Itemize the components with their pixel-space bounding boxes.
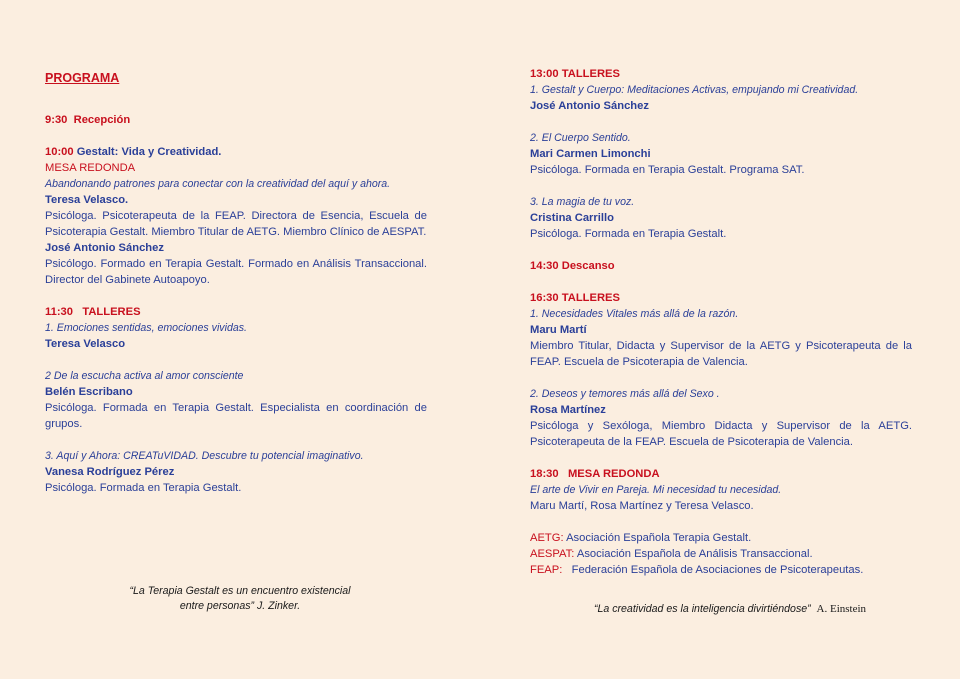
- workshop-title: 1. Emociones sentidas, emociones vividas.: [45, 322, 247, 334]
- left-column: [45, 66, 427, 496]
- speaker-name: Teresa Velasco: [45, 338, 126, 350]
- zinker-quote: “La Terapia Gestalt es un encuentro existencial entre personas” J. Zinker.: [129, 585, 351, 612]
- speaker-bio: Psicóloga. Psicoterapeuta de la FEAP. Directora de Esencia, Escuela de Psicoterapia Gestalt. Miembro Titular de AETG. Miembro Clínico de AESPAT.: [45, 210, 427, 238]
- speaker-bio: Psicóloga. Formada en Terapia Gestalt.: [45, 482, 242, 494]
- speaker-bio: Psicóloga y Sexóloga, Miembro Didacta y Supervisor de la AETG. Psicoterapeuta de la FEAP. Escuela de Psicoterapia de Valencia.: [530, 420, 912, 448]
- speaker-name: José Antonio Sánchez: [530, 100, 649, 112]
- session-3: 13:00 TALLERES 1. Gestalt y Cuerpo: Meditaciones Activas, empujando mi Creatividad. José Antonio Sánchez 2. El Cuerpo Sentido. Mari Carmen Limonchi Psicóloga. Formada en Terapia Gestalt. Programa SAT. 3. La magia de tu voz. Cristina Carrillo Psicóloga. Formada en Terapia Gestalt.: [530, 66, 912, 242]
- speaker-name: Maru Martí: [530, 324, 587, 336]
- session-subtitle: El arte de Vivir en Pareja. Mi necesidad tu necesidad.: [530, 484, 782, 496]
- einstein-quote: “La creatividad es la inteligencia divirtiéndose” A. Einstein: [593, 603, 867, 615]
- glossary-feap: FEAP: Federación Española de Asociaciones de Psicoterapeutas.: [530, 564, 864, 576]
- speaker-bio: Miembro Titular, Didacta y Supervisor de la AETG y Psicoterapeuta de la FEAP. Escuela de Psicoterapia de Valencia.: [530, 340, 912, 368]
- speaker-name: Rosa Martínez: [530, 404, 606, 416]
- workshop-title: 1. Necesidades Vitales más allá de la razón.: [530, 308, 739, 320]
- session-type: MESA REDONDA: [45, 162, 136, 174]
- glossary-aespat: AESPAT: Asociación Española de Análisis Transaccional.: [530, 548, 813, 560]
- speaker-bio: Psicóloga. Formada en Terapia Gestalt.: [530, 228, 727, 240]
- session-2: 11:30 TALLERES 1. Emociones sentidas, emociones vividas. Teresa Velasco 2 De la escucha activa al amor consciente Belén Escribano Psicóloga. Formada en Terapia Gestalt. Especialista en coordinación de grupos. 3. Aquí y Ahora: CREATuVIDAD. Descubre tu potencial imaginativo. Vanesa Rodríguez Pérez Psicóloga. Formada en Terapia Gestalt.: [45, 306, 427, 494]
- workshop-title: 3. Aquí y Ahora: CREATuVIDAD. Descubre tu potencial imaginativo.: [45, 450, 364, 462]
- speaker-name: Teresa Velasco.: [45, 194, 129, 206]
- session-1: 10:00 Gestalt: Vida y Creatividad. MESA REDONDA Abandonando patrones para conectar con la creatividad del aquí y ahora. Teresa Velasco. Psicóloga. Psicoterapeuta de la FEAP. Directora de Esencia, Escuela de Psicoterapia Gestalt. Miembro Titular de AETG. Miembro Clínico de AESPAT. José Antonio Sánchez Psicólogo. Formado en Terapia Gestalt. Formado en Análisis Transaccional. Director del Gabinete Autoapoyo.: [45, 146, 427, 286]
- workshop-title: 2 De la escucha activa al amor consciente: [45, 370, 244, 382]
- speaker-name: Vanesa Rodríguez Pérez: [45, 466, 175, 478]
- session-subtitle: Abandonando patrones para conectar con la creatividad del aquí y ahora.: [45, 178, 391, 190]
- speaker-name: Cristina Carrillo: [530, 212, 614, 224]
- session-5: 18:30 MESA REDONDA El arte de Vivir en Pareja. Mi necesidad tu necesidad. Maru Martí, Rosa Martínez y Teresa Velasco.: [530, 466, 912, 514]
- speaker-bio: Psicóloga. Formada en Terapia Gestalt. Programa SAT.: [530, 164, 805, 176]
- speaker-name: José Antonio Sánchez: [45, 242, 164, 254]
- reception-row: 9:30 Recepción: [45, 114, 131, 126]
- speaker-bio: Psicólogo. Formado en Terapia Gestalt. Formado en Análisis Transaccional. Director del Gabinete Autoapoyo.: [45, 258, 427, 286]
- glossary-aetg: AETG: Asociación Española Terapia Gestalt.: [530, 532, 752, 544]
- speaker-name: Belén Escribano: [45, 386, 133, 398]
- program-title: PROGRAMA: [45, 71, 120, 85]
- workshop-title: 1. Gestalt y Cuerpo: Meditaciones Activas, empujando mi Creatividad.: [530, 84, 859, 96]
- break-row: 14:30 Descanso: [530, 260, 615, 272]
- speaker-name: Mari Carmen Limonchi: [530, 148, 651, 160]
- workshop-title: 2. Deseos y temores más allá del Sexo .: [530, 388, 720, 400]
- workshop-title: 2. El Cuerpo Sentido.: [530, 132, 631, 144]
- speaker-bio: Psicóloga. Formada en Terapia Gestalt. Especialista en coordinación de grupos.: [45, 402, 427, 430]
- session-4: 16:30 TALLERES 1. Necesidades Vitales más allá de la razón. Maru Martí Miembro Titular, Didacta y Supervisor de la AETG y Psicoterapeuta de la FEAP. Escuela de Psicoterapia de Valencia. 2. Deseos y temores más allá del Sexo . Rosa Martínez Psicóloga y Sexóloga, Miembro Didacta y Supervisor de la AETG. Psicoterapeuta de la FEAP. Escuela de Psicoterapia de Valencia.: [530, 292, 912, 448]
- right-column: [530, 66, 912, 578]
- workshop-title: 3. La magia de tu voz.: [530, 196, 635, 208]
- glossary: [530, 530, 912, 578]
- session-speakers: Maru Martí, Rosa Martínez y Teresa Velasco.: [530, 500, 754, 512]
